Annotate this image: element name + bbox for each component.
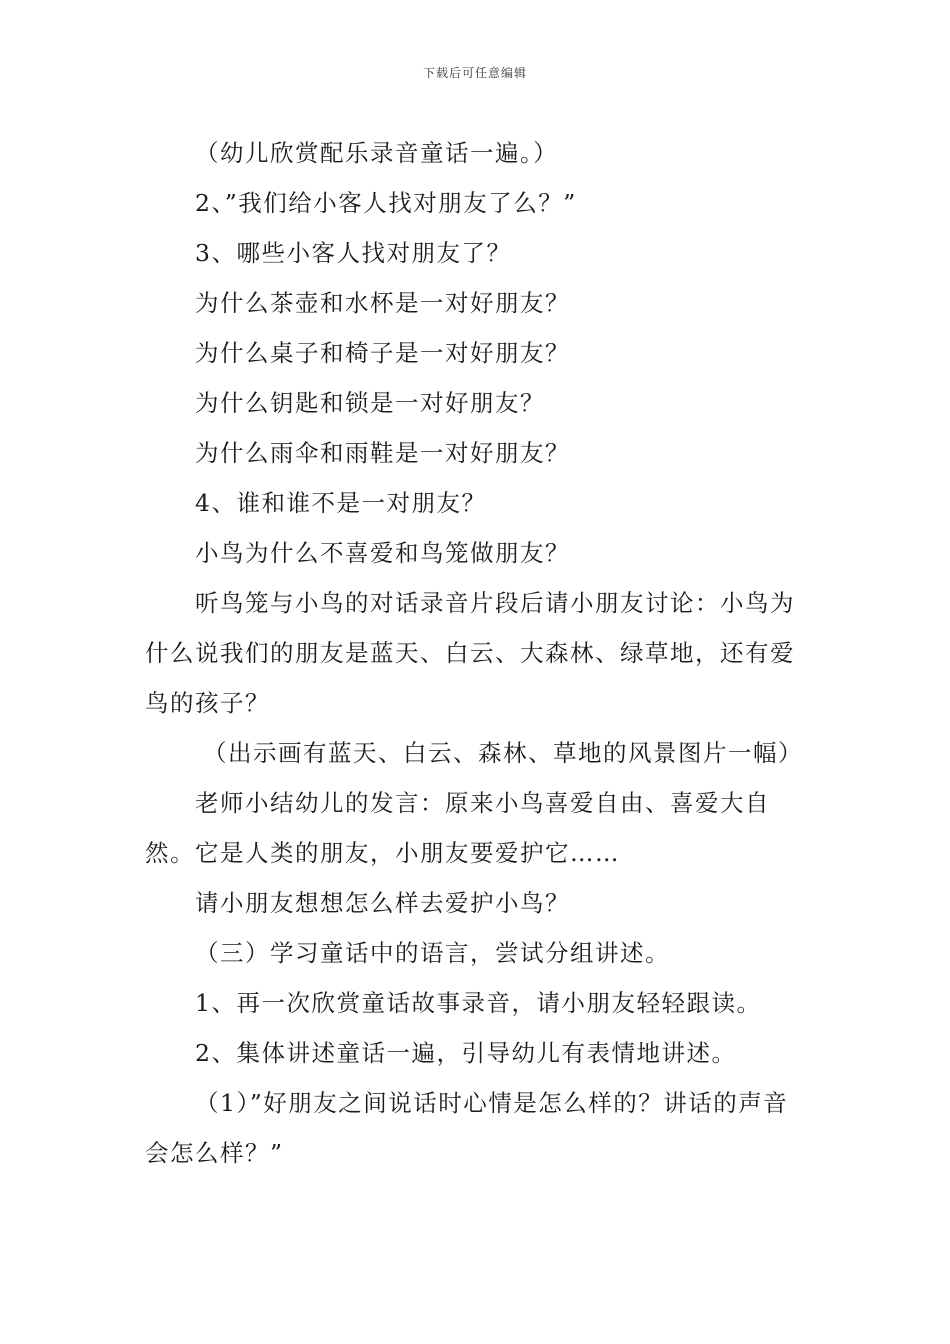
paragraph: （幼儿欣赏配乐录音童话一遍。） <box>195 139 559 167</box>
paragraph: （三）学习童话中的语言，尝试分组讲述。 <box>195 939 670 967</box>
paragraph: 为什么茶壶和水杯是一对好朋友？ <box>195 289 570 317</box>
paragraph: （出示画有蓝天、白云、森林、草地的风景图片一幅） <box>203 739 803 767</box>
page-header: 下载后可任意编辑 <box>422 66 527 80</box>
document-body <box>145 128 813 1178</box>
paragraph: 为什么桌子和椅子是一对好朋友？ <box>195 339 570 367</box>
paragraph: 为什么雨伞和雨鞋是一对好朋友？ <box>195 439 570 467</box>
paragraph: （1）”好朋友之间说话时心情是怎么样的？讲话的声音会怎么样？” <box>145 1089 789 1167</box>
paragraph: 听鸟笼与小鸟的对话录音片段后请小朋友讨论：小鸟为什么说我们的朋友是蓝天、白云、大森林、绿草地，还有爱鸟的孩子？ <box>145 589 795 717</box>
paragraph: 4、谁和谁不是一对朋友？ <box>195 489 487 517</box>
paragraph: 为什么钥匙和锁是一对好朋友？ <box>195 389 545 417</box>
paragraph: 2、集体讲述童话一遍，引导幼儿有表情地讲述。 <box>195 1039 737 1067</box>
paragraph: 老师小结幼儿的发言：原来小鸟喜爱自由、喜爱大自然。它是人类的朋友，小朋友要爱护它…… <box>145 789 770 867</box>
paragraph: 1、再一次欣赏童话故事录音，请小朋友轻轻跟读。 <box>195 989 762 1017</box>
paragraph: 请小朋友想想怎么样去爱护小鸟？ <box>195 889 570 917</box>
paragraph: 3、哪些小客人找对朋友了？ <box>195 239 512 267</box>
paragraph: 2、”我们给小客人找对朋友了么？” <box>195 189 577 217</box>
paragraph: 小鸟为什么不喜爱和鸟笼做朋友？ <box>195 539 570 567</box>
